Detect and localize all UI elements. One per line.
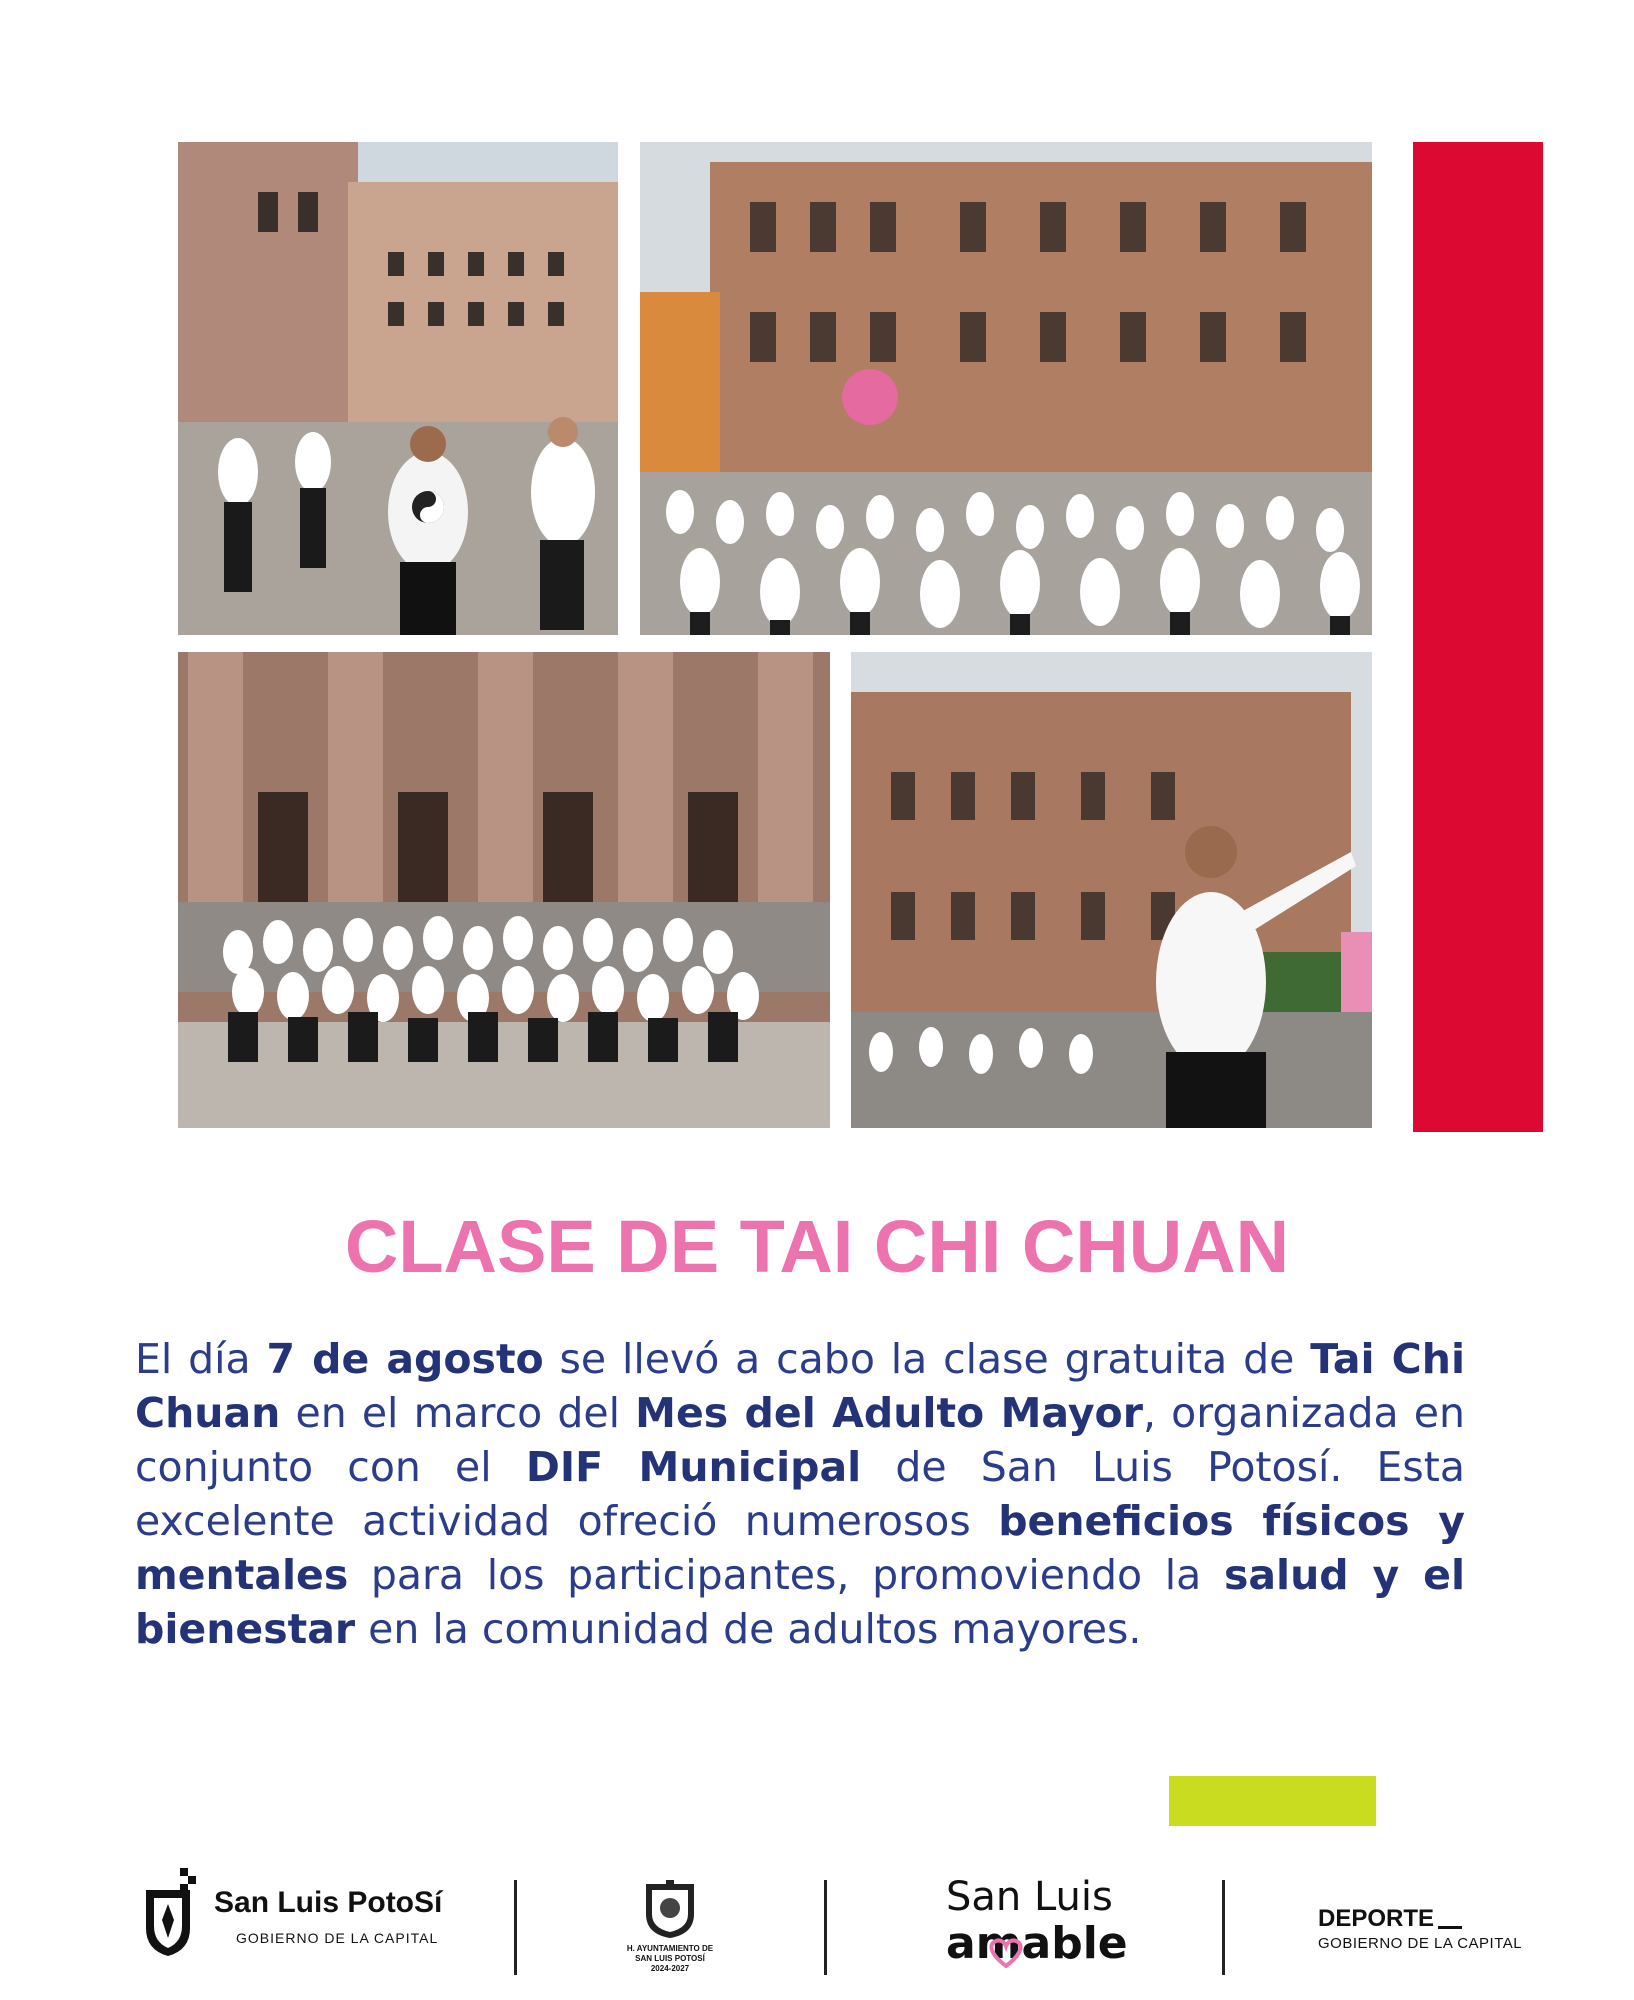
photo-plaza-taichi xyxy=(178,142,618,635)
ayuntamiento-logo xyxy=(590,1880,750,1980)
deporte-title: DEPORTE xyxy=(1318,1905,1558,1933)
amable-top-text: San Luis xyxy=(946,1874,1113,1920)
photo-instructor xyxy=(851,652,1372,1128)
heart-icon xyxy=(986,1938,1026,1968)
photo-building-crowd xyxy=(640,142,1372,635)
photo-group-columns xyxy=(178,652,830,1128)
slp-name: San Luis PotoSí xyxy=(214,1886,443,1919)
red-accent-bar xyxy=(1413,142,1543,1132)
ayuntamiento-line-1: H. AYUNTAMIENTO DE xyxy=(626,1944,714,1953)
footer-divider xyxy=(1222,1880,1225,1975)
ayuntamiento-line-3: 2024-2027 xyxy=(650,1964,690,1973)
deporte-subtitle: GOBIERNO DE LA CAPITAL xyxy=(1318,1935,1523,1952)
slp-subtitle: GOBIERNO DE LA CAPITAL xyxy=(236,1930,439,1946)
page-title: CLASE DE TAI CHI CHUAN xyxy=(344,1205,1290,1288)
footer-divider xyxy=(514,1880,517,1975)
footer-divider xyxy=(824,1880,827,1975)
san-luis-potosi-logo xyxy=(140,1868,480,1968)
deporte-underline xyxy=(1438,1926,1462,1929)
body-paragraph: El día 7 de agosto se llevó a cabo la clase gratuita de Tai Chi Chuan en el marco del Mes del Adulto Mayor, organizada en conjunto con el DIF Municipal de San Luis Potosí. Esta excelente actividad ofreció numerosos beneficios físicos y mentales para los participantes, promoviendo la salud y el bienestar en la comunidad de adultos mayores. xyxy=(135,1335,1466,1653)
amable-bottom-text: amable xyxy=(946,1918,1128,1969)
ayuntamiento-shield-icon xyxy=(642,1880,698,1940)
coat-of-arms-icon xyxy=(140,1868,204,1958)
deporte-logo xyxy=(1318,1905,1558,1965)
ayuntamiento-line-2: SAN LUIS POTOSÍ xyxy=(635,1954,705,1963)
lime-accent-bar xyxy=(1169,1776,1376,1826)
san-luis-amable-logo xyxy=(930,1874,1150,1974)
